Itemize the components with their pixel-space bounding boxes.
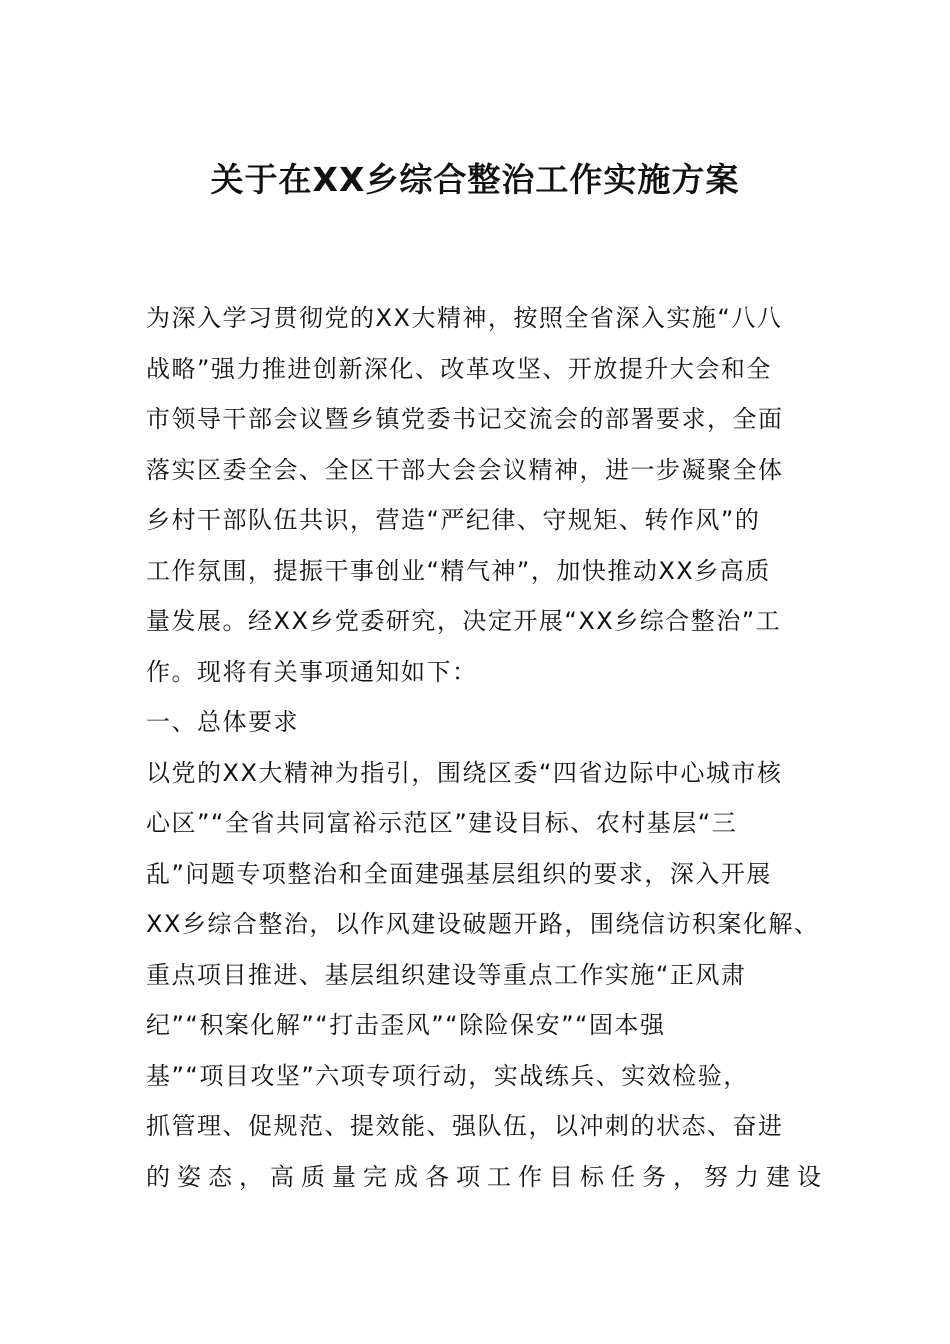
document-body xyxy=(146,293,836,1202)
body-line-8: 作。现将有关事项通知如下： xyxy=(146,657,478,686)
body-line-1: 为深入学习贯彻党的XX大精神，按照全省深入实施“八八 xyxy=(146,304,783,332)
body-line-15: 纪”“积案化解”“打击歪风”“除险保安”“固本强 xyxy=(146,1011,666,1039)
body-line-11: 心区”“全省共同富裕示范区”建设目标、农村基层“三 xyxy=(146,809,738,837)
body-line-17: 抓管理、促规范、提效能、强队伍，以冲刺的状态、奋进 xyxy=(146,1112,784,1140)
body-line-16: 基”“项目攻坚”六项专项行动，实战练兵、实效检验， xyxy=(146,1061,749,1090)
body-line-18: 的姿态，高质量完成各项工作目标任务，努力建设 xyxy=(146,1162,828,1191)
body-line-14: 重点项目推进、基层组织建设等重点工作实施“正风肃 xyxy=(146,960,747,989)
body-line-5: 乡村干部队伍共识，营造“严纪律、守规矩、转作风”的 xyxy=(146,506,761,534)
body-line-10: 以党的XX大精神为指引，围绕区委“四省边际中心城市核 xyxy=(146,758,783,787)
body-line-2: 战略”强力推进创新深化、改革攻坚、开放提升大会和全 xyxy=(146,354,772,383)
document-title: 关于在XX乡综合整治工作实施方案 xyxy=(210,160,740,199)
body-line-3: 市领导干部会议暨乡镇党委书记交流会的部署要求，全面 xyxy=(146,405,784,433)
body-line-6: 工作氛围，提振干事创业“精气神”，加快推动XX乡高质 xyxy=(146,556,771,585)
section-heading: 一、总体要求 xyxy=(146,708,299,736)
body-line-12: 乱”问题专项整治和全面建强基层组织的要求，深入开展 xyxy=(146,859,772,888)
body-line-7: 量发展。经XX乡党委研究，决定开展“XX乡综合整治”工 xyxy=(146,607,782,635)
body-line-13: XX乡综合整治，以作风建设破题开路，围绕信访积案化解、 xyxy=(146,910,820,938)
body-line-4: 落实区委全会、全区干部大会会议精神，进一步凝聚全体 xyxy=(146,455,784,484)
